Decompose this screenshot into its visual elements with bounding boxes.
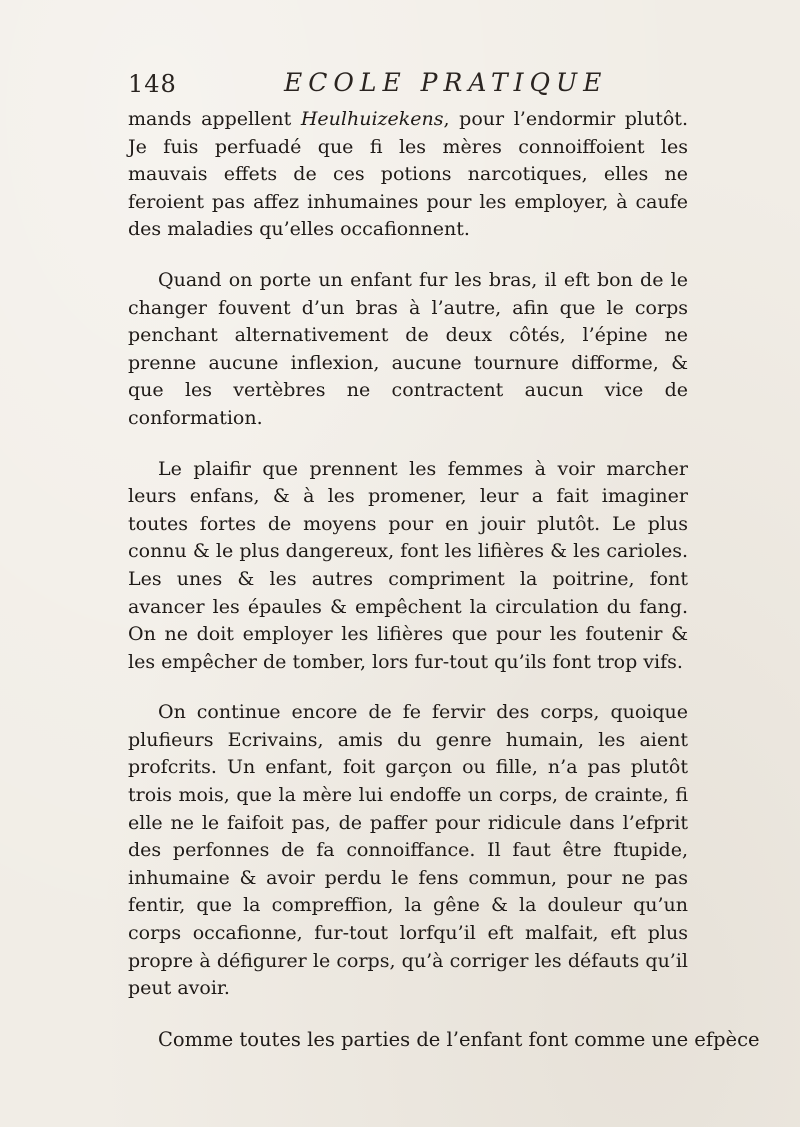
running-title: ECOLE PRATIQUE — [284, 68, 608, 97]
page-number: 148 — [128, 70, 177, 98]
page-body — [128, 106, 760, 1053]
paragraph-3: Le plaifir que prennent les femmes à voir marcher leurs enfans, & à les promener, leur a fait imaginer toutes fortes de moyens pour en jouir plutôt. Le plus connu & le plus dangereux, font les lifières & les carioles. Les unes & les autres compriment la poitrine, font avancer les épaules & empêchent la circulation du fang. On ne doit employer les lifières que pour les foutenir & les empêcher de tomber, lors fur-tout qu’ils font trop vifs. — [128, 457, 688, 673]
paragraph-5: Comme toutes les parties de l’enfant font comme une efpèce — [158, 1027, 760, 1051]
paragraph-1 — [128, 106, 688, 244]
paragraph-1-italic-term: Heulhuizekens — [300, 108, 444, 130]
paragraph-2: Quand on porte un enfant fur les bras, il eft bon de le changer fouvent d’un bras à l’autre, afin que le corps penchant alternativement de deux côtés, l’épine ne prenne aucune inflexion, aucune tournure difforme, & que les vertèbres ne contractent aucun vice de conformation. — [128, 268, 688, 429]
paragraph-1-rest: , pour l’endormir plutôt. Je fuis perfuadé que fi les mères connoiffoient les mauvais effets de ces potions narcotiques, elles ne feroient pas affez inhumaines pour les employer, à caufe des maladies qu’elles occafionnent. — [128, 108, 688, 241]
paragraph-4: On continue encore de fe fervir des corps, quoique plufieurs Ecrivains, amis du genre humain, les aient profcrits. Un enfant, foit garçon ou fille, n’a pas plutôt trois mois, que la mère lui endoffe un corps, de crainte, fi elle ne le faifoit pas, de paffer pour ridicule dans l’efprit des perfonnes de fa connoiffance. Il faut être ftupide, inhumaine & avoir perdu le fens commun, pour ne pas fentir, que la compreffion, la gêne & la douleur qu’un corps occafionne, fur-tout lorfqu’il eft malfait, eft plus propre à défigurer le corps, qu’à corriger les défauts qu’il peut avoir. — [128, 701, 688, 1000]
page-header — [128, 66, 688, 100]
paragraph-1-start: mands appellent — [128, 108, 301, 130]
